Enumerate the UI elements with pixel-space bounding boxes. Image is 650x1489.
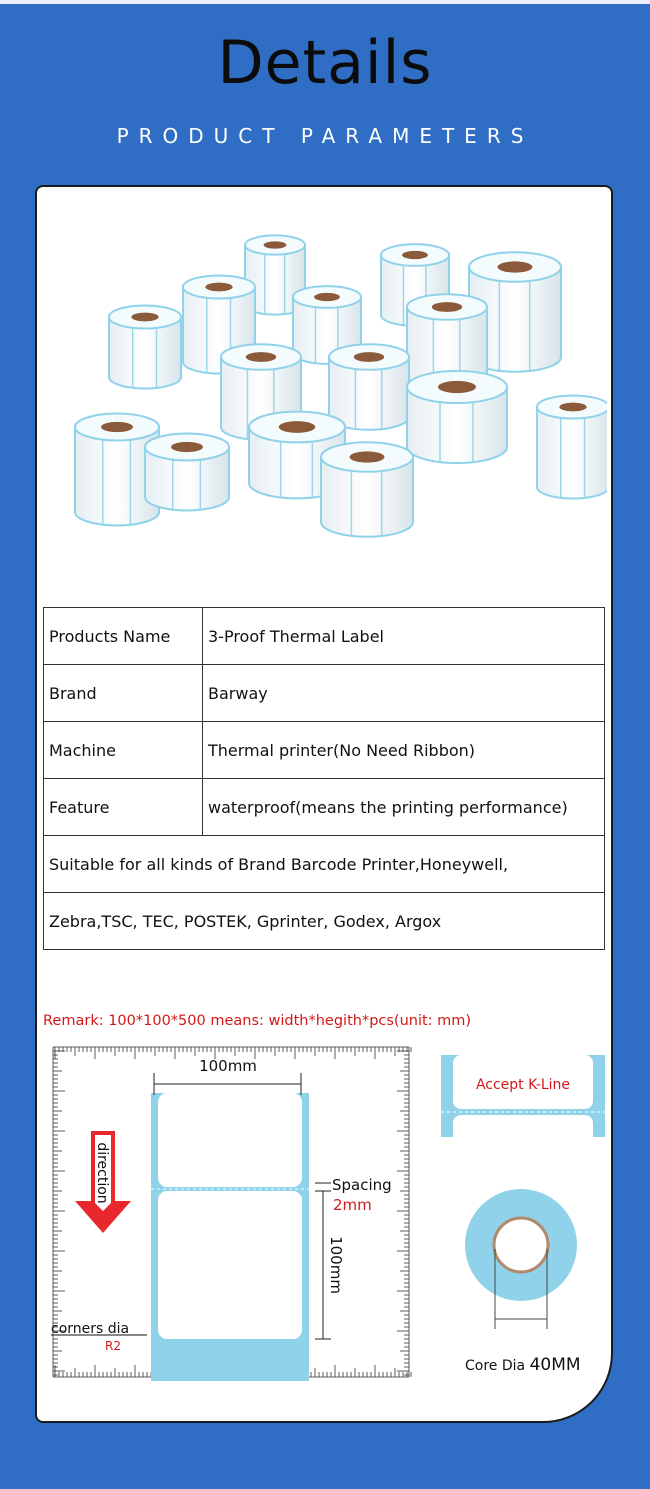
param-label: Brand [44, 665, 203, 722]
k-line-label: Accept K-Line [475, 1077, 571, 1093]
table-row [44, 893, 605, 950]
corners-value: R2 [105, 1339, 121, 1353]
top-strip [0, 0, 650, 4]
table-row [44, 779, 605, 836]
spacing-value: 2mm [333, 1196, 372, 1214]
compatibility-line-2: Zebra,TSC, TEC, POSTEK, Gprinter, Godex, Argox [44, 893, 605, 950]
core-dia-label [465, 1355, 581, 1375]
core-dia-value: 40MM [529, 1355, 581, 1375]
core-diagram [463, 1187, 583, 1337]
page-subtitle: PRODUCT PARAMETERS [116, 124, 534, 148]
width-dimension-label: 100mm [199, 1057, 257, 1075]
param-label: Feature [44, 779, 203, 836]
remark-text: Remark: 100*100*500 means: width*hegith*pcs(unit: mm) [43, 1013, 472, 1029]
param-label: Products Name [44, 608, 203, 665]
label-dimension-diagram [47, 1043, 417, 1381]
core-dia-text: Core Dia [465, 1358, 526, 1374]
label-bottom [158, 1191, 302, 1339]
parameters-table [43, 607, 605, 950]
label-top [158, 1093, 302, 1187]
param-value: Thermal printer(No Need Ribbon) [203, 722, 605, 779]
table-row [44, 722, 605, 779]
param-value: waterproof(means the printing performance) [203, 779, 605, 836]
table-row [44, 665, 605, 722]
label-rolls-photo [47, 217, 607, 547]
height-dimension-label: 100mm [327, 1236, 345, 1294]
param-value: Barway [203, 665, 605, 722]
table-row [44, 608, 605, 665]
compatibility-line-1: Suitable for all kinds of Brand Barcode Printer,Honeywell, [44, 836, 605, 893]
table-row [44, 836, 605, 893]
page-title: Details [217, 28, 433, 98]
direction-label: direction [94, 1142, 110, 1204]
spacing-label: Spacing [332, 1176, 392, 1194]
k-line-diagram [441, 1055, 605, 1143]
param-value: 3-Proof Thermal Label [203, 608, 605, 665]
param-label: Machine [44, 722, 203, 779]
corners-label: corners dia [51, 1321, 130, 1337]
details-card [35, 185, 613, 1423]
